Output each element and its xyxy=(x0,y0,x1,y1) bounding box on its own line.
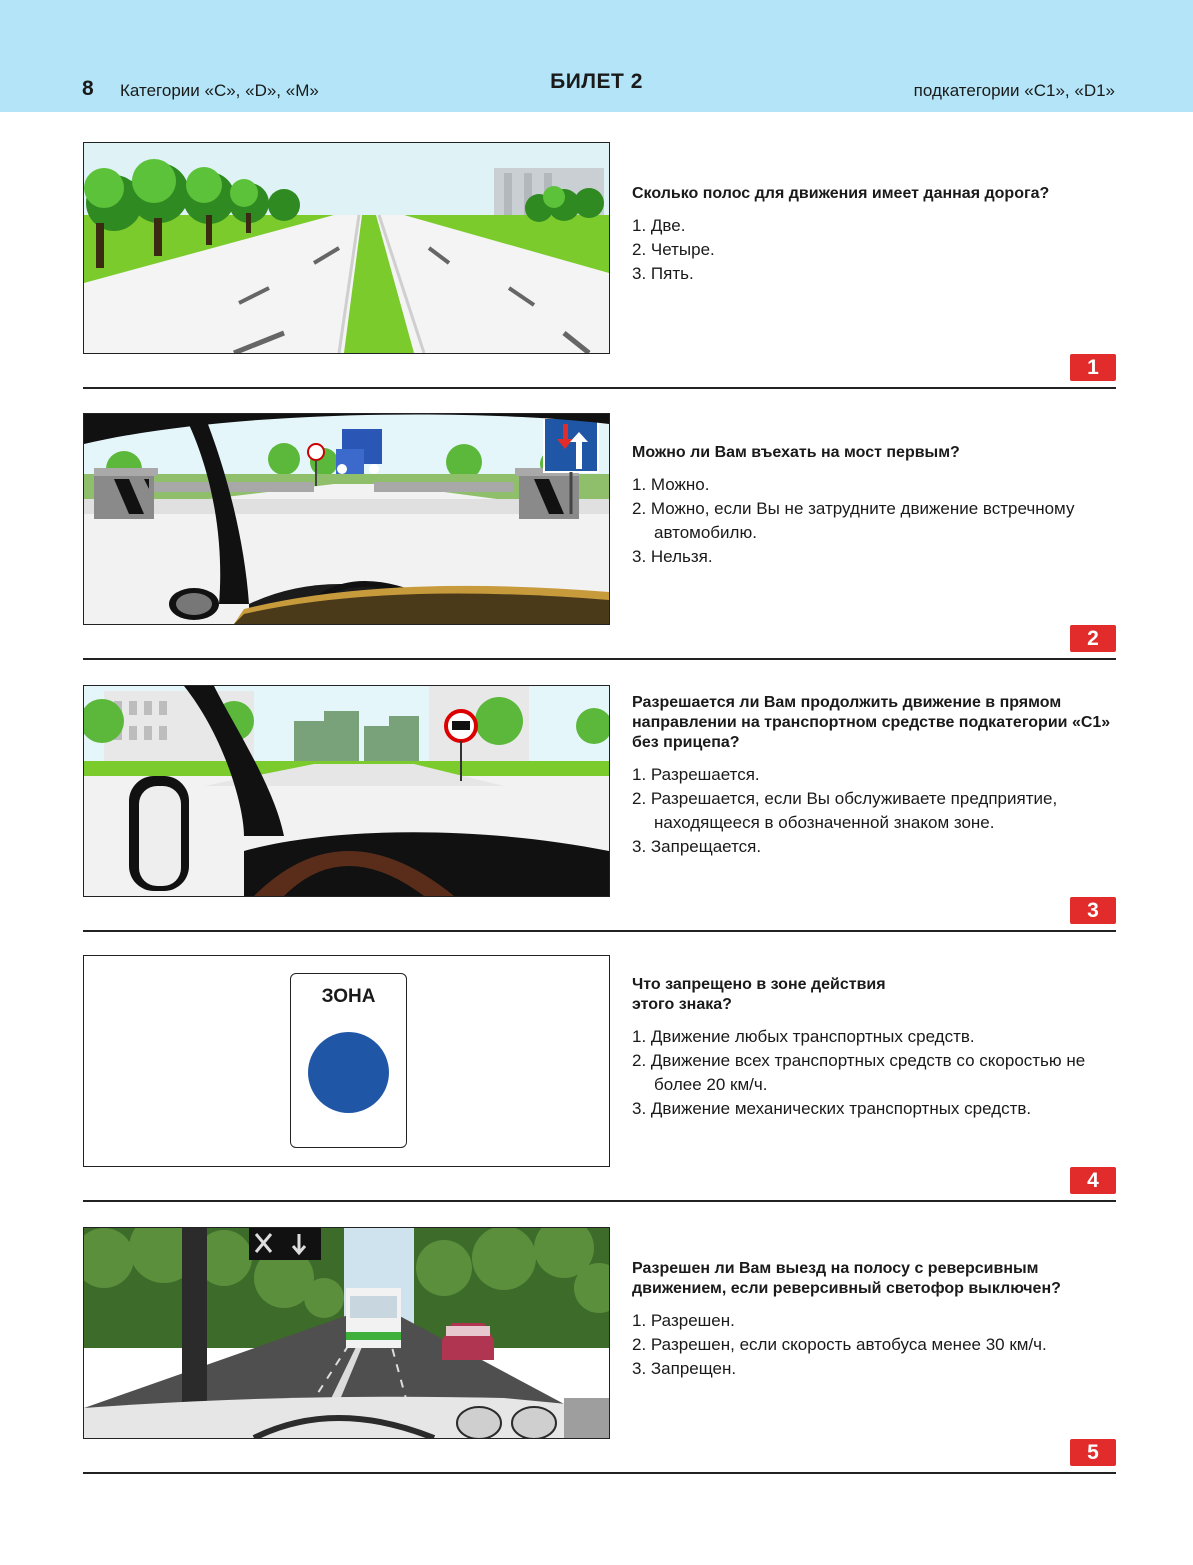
divider-5 xyxy=(83,1472,1116,1474)
question-number-badge-1: 1 xyxy=(1070,354,1116,381)
bridge-scene-svg xyxy=(84,414,609,624)
answer-3-1[interactable]: 1. Разрешается. xyxy=(632,765,760,784)
categories-left: Категории «C», «D», «M» xyxy=(120,81,319,100)
question-number-badge-3: 3 xyxy=(1070,897,1116,924)
question-1: Сколько полос для движения имеет данная дорога? xyxy=(632,185,1050,202)
divider-1 xyxy=(83,387,1116,389)
question-block-1 xyxy=(83,142,1116,392)
zone-sign-label: ЗОНА xyxy=(321,986,376,1007)
city-scene-svg xyxy=(84,686,609,896)
illustration-bridge xyxy=(83,413,610,625)
question-block-3 xyxy=(83,685,1116,935)
question-text-5 xyxy=(632,1259,1116,1381)
zone-sign-plate xyxy=(290,973,407,1148)
question-2: Можно ли Вам въехать на мост первым? xyxy=(632,444,960,461)
ticket-title: БИЛЕТ 2 xyxy=(550,70,643,93)
page-number: 8 xyxy=(82,77,94,100)
illustration-zone-sign xyxy=(83,955,610,1167)
answer-4-2[interactable]: 2. Движение всех транспортных средств со скоростью не более 20 км/ч. xyxy=(632,1051,1086,1094)
question-text-3 xyxy=(632,693,1116,859)
answer-4-1[interactable]: 1. Движение любых транспортных средств. xyxy=(632,1027,975,1046)
question-number-badge-5: 5 xyxy=(1070,1439,1116,1466)
question-4: Что запрещено в зоне действия этого знака? xyxy=(632,976,886,1013)
categories-right: подкатегории «C1», «D1» xyxy=(913,81,1115,100)
answer-1-2[interactable]: 2. Четыре. xyxy=(632,240,715,259)
answer-2-3[interactable]: 3. Нельзя. xyxy=(632,547,713,566)
question-text-1 xyxy=(632,184,1116,286)
question-block-2 xyxy=(83,413,1116,663)
answer-2-2[interactable]: 2. Можно, если Вы не затрудните движение встречному автомобилю. xyxy=(632,499,1075,542)
divider-4 xyxy=(83,1200,1116,1202)
answer-4-3[interactable]: 3. Движение механических транспортных средств. xyxy=(632,1099,1032,1118)
road-scene-svg xyxy=(84,143,609,353)
question-text-2 xyxy=(632,443,1116,569)
illustration-reversible-lane xyxy=(83,1227,610,1439)
question-3: Разрешается ли Вам продолжить движение в прямом направлении на транспортном средстве подкатегории «C1» без прицепа? xyxy=(632,694,1111,751)
page-header xyxy=(0,0,1193,112)
question-number-badge-2: 2 xyxy=(1070,625,1116,652)
question-number-badge-4: 4 xyxy=(1070,1167,1116,1194)
answer-5-3[interactable]: 3. Запрещен. xyxy=(632,1359,737,1378)
illustration-city-sign xyxy=(83,685,610,897)
pedestrian-icon xyxy=(308,1032,389,1113)
reversible-scene-svg xyxy=(84,1228,609,1438)
answer-2-1[interactable]: 1. Можно. xyxy=(632,475,710,494)
answer-3-3[interactable]: 3. Запрещается. xyxy=(632,837,762,856)
question-5: Разрешен ли Вам выезд на полосу с реверсивным движением, если реверсивный светофор выключен? xyxy=(632,1260,1061,1297)
answer-5-2[interactable]: 2. Разрешен, если скорость автобуса менее 30 км/ч. xyxy=(632,1335,1047,1354)
question-block-4 xyxy=(83,955,1116,1205)
illustration-road-lanes xyxy=(83,142,610,354)
question-text-4 xyxy=(632,975,1116,1121)
question-block-5 xyxy=(83,1227,1116,1477)
answer-1-1[interactable]: 1. Две. xyxy=(632,216,686,235)
answer-3-2[interactable]: 2. Разрешается, если Вы обслуживаете предприятие, находящееся в обозначенной знаком зоне. xyxy=(632,789,1058,832)
divider-3 xyxy=(83,930,1116,932)
answer-5-1[interactable]: 1. Разрешен. xyxy=(632,1311,735,1330)
answer-1-3[interactable]: 3. Пять. xyxy=(632,264,694,283)
divider-2 xyxy=(83,658,1116,660)
